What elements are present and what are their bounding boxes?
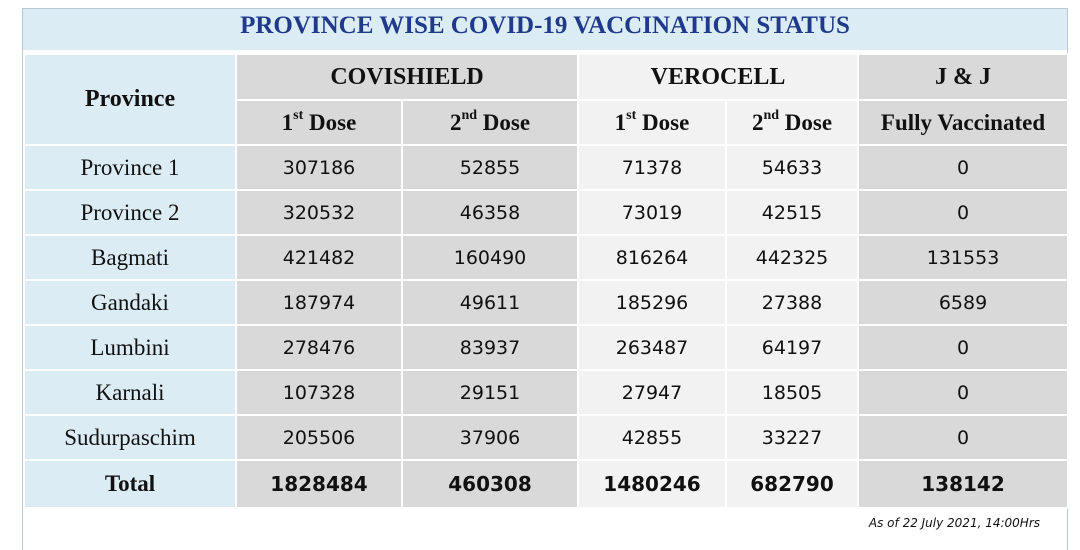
table-row [24, 280, 1068, 325]
covishield-header: COVISHIELD [236, 54, 578, 100]
total-verocell-dose2: 682790 [726, 460, 858, 508]
verocell-dose1-value: 73019 [578, 190, 726, 235]
jj-fully-vaccinated-value: 0 [858, 190, 1068, 235]
covishield-dose1-value: 307186 [236, 145, 402, 190]
jj-fully-vaccinated-value: 0 [858, 145, 1068, 190]
verocell-dose1-value: 816264 [578, 235, 726, 280]
timestamp-note: As of 22 July 2021, 14:00Hrs [868, 516, 1040, 530]
verocell-dose1-value: 263487 [578, 325, 726, 370]
covishield-dose1-value: 320532 [236, 190, 402, 235]
jj-fully-vaccinated-value: 131553 [858, 235, 1068, 280]
verocell-dose2-value: 54633 [726, 145, 858, 190]
total-label: Total [24, 460, 236, 508]
verocell-dose2-value: 64197 [726, 325, 858, 370]
verocell-dose2-value: 33227 [726, 415, 858, 460]
header-row-1 [24, 54, 1068, 100]
province-name: Gandaki [24, 280, 236, 325]
covishield-dose2-header: 2nd Dose [402, 100, 578, 145]
covishield-dose2-value: 29151 [402, 370, 578, 415]
jj-fully-vaccinated-value: 6589 [858, 280, 1068, 325]
province-name: Sudurpaschim [24, 415, 236, 460]
verocell-dose1-value: 42855 [578, 415, 726, 460]
vaccination-table [23, 53, 1069, 509]
covishield-dose2-value: 49611 [402, 280, 578, 325]
province-name: Lumbini [24, 325, 236, 370]
province-name: Province 2 [24, 190, 236, 235]
total-covishield-dose1: 1828484 [236, 460, 402, 508]
jj-header: J & J [858, 54, 1068, 100]
jj-fully-vaccinated-value: 0 [858, 370, 1068, 415]
covishield-dose2-value: 160490 [402, 235, 578, 280]
jj-fully-vaccinated-value: 0 [858, 325, 1068, 370]
total-jj-fully-vaccinated: 138142 [858, 460, 1068, 508]
table-row [24, 325, 1068, 370]
total-row [24, 460, 1068, 508]
covishield-dose2-value: 46358 [402, 190, 578, 235]
table-row [24, 190, 1068, 235]
jj-fully-vaccinated-header: Fully Vaccinated [858, 100, 1068, 145]
verocell-dose2-value: 442325 [726, 235, 858, 280]
verocell-dose2-value: 18505 [726, 370, 858, 415]
total-verocell-dose1: 1480246 [578, 460, 726, 508]
province-name: Province 1 [24, 145, 236, 190]
province-name: Bagmati [24, 235, 236, 280]
verocell-dose2-header: 2nd Dose [726, 100, 858, 145]
jj-fully-vaccinated-value: 0 [858, 415, 1068, 460]
verocell-dose1-header: 1st Dose [578, 100, 726, 145]
province-header: Province [24, 54, 236, 145]
verocell-dose1-value: 71378 [578, 145, 726, 190]
verocell-dose2-value: 42515 [726, 190, 858, 235]
province-name: Karnali [24, 370, 236, 415]
covishield-dose2-value: 83937 [402, 325, 578, 370]
covishield-dose2-value: 37906 [402, 415, 578, 460]
covishield-dose2-value: 52855 [402, 145, 578, 190]
verocell-dose1-value: 185296 [578, 280, 726, 325]
verocell-dose1-value: 27947 [578, 370, 726, 415]
total-covishield-dose2: 460308 [402, 460, 578, 508]
verocell-header: VEROCELL [578, 54, 858, 100]
verocell-dose2-value: 27388 [726, 280, 858, 325]
covishield-dose1-value: 278476 [236, 325, 402, 370]
table-row [24, 235, 1068, 280]
covishield-dose1-value: 421482 [236, 235, 402, 280]
covishield-dose1-value: 205506 [236, 415, 402, 460]
table-row [24, 415, 1068, 460]
table-row [24, 145, 1068, 190]
table-row [24, 370, 1068, 415]
covishield-dose1-header: 1st Dose [236, 100, 402, 145]
covishield-dose1-value: 107328 [236, 370, 402, 415]
page-title: PROVINCE WISE COVID-19 VACCINATION STATUS [23, 9, 1067, 52]
covishield-dose1-value: 187974 [236, 280, 402, 325]
